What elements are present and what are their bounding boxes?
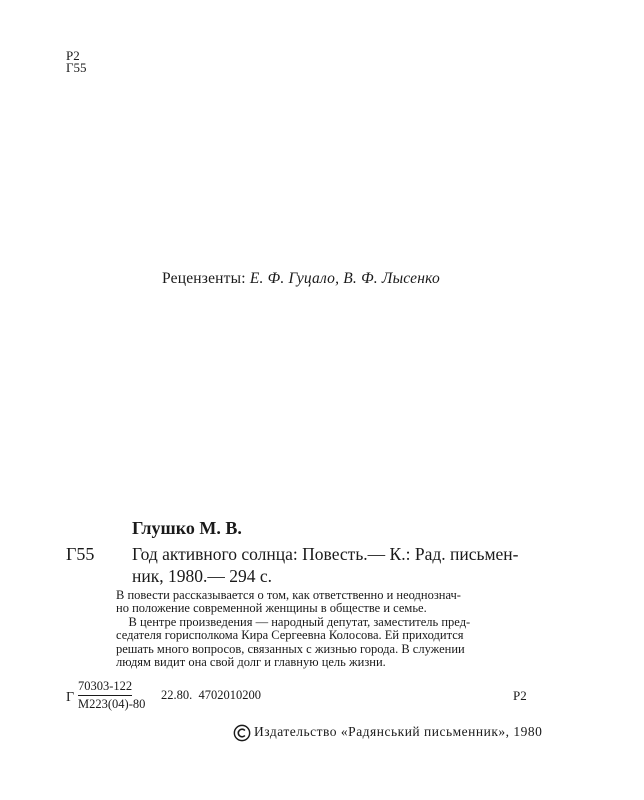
publication-code-rest: 22.80. 4702010200 (161, 688, 261, 702)
author-heading: Глушко М. В. (132, 518, 242, 538)
classification-line-1: Р2 (66, 48, 80, 63)
annotation-line: седателя горисполкома Кира Сергеевна Колосова. Ей приходится (116, 628, 464, 643)
citation-line-1: Год активного солнца: Повесть.— К.: Рад. письмен- (132, 544, 519, 564)
publication-code-fraction (78, 679, 145, 712)
reviewers-names: Е. Ф. Гуцало, В. Ф. Лысенко (249, 270, 440, 287)
reviewers-label: Рецензенты: (162, 270, 250, 287)
classification-code (66, 50, 87, 74)
bibliographic-citation (132, 543, 592, 587)
annotation-line: решать много вопросов, связанных с жизнью города. В служении (116, 641, 465, 656)
annotation (116, 589, 470, 669)
publication-code-prefix: Г (66, 690, 75, 705)
index-mark: Г55 (66, 544, 95, 564)
copyright-line (233, 724, 542, 742)
copyright-text: Издательство «Радянський письменник», 1980 (254, 724, 543, 740)
annotation-line: В повести рассказывается о том, как ответственно и неоднознач- (116, 588, 461, 602)
copyright-icon (233, 724, 251, 742)
publication-code-numerator: 70303-122 (78, 679, 132, 696)
classification-line-2: Г55 (66, 60, 87, 75)
annotation-line: людям видит она свой долг и главную цель жизни. (116, 655, 386, 670)
annotation-line: В центре произведения — народный депутат, заместитель пред- (116, 614, 471, 629)
class-code: Р2 (513, 688, 527, 703)
annotation-line: но положение современной женщины в обществе и семье. (116, 601, 427, 616)
publication-code-denominator: М223(04)-80 (78, 697, 146, 711)
citation-line-2: ник, 1980.— 294 с. (132, 566, 272, 586)
reviewers-line (162, 270, 440, 288)
